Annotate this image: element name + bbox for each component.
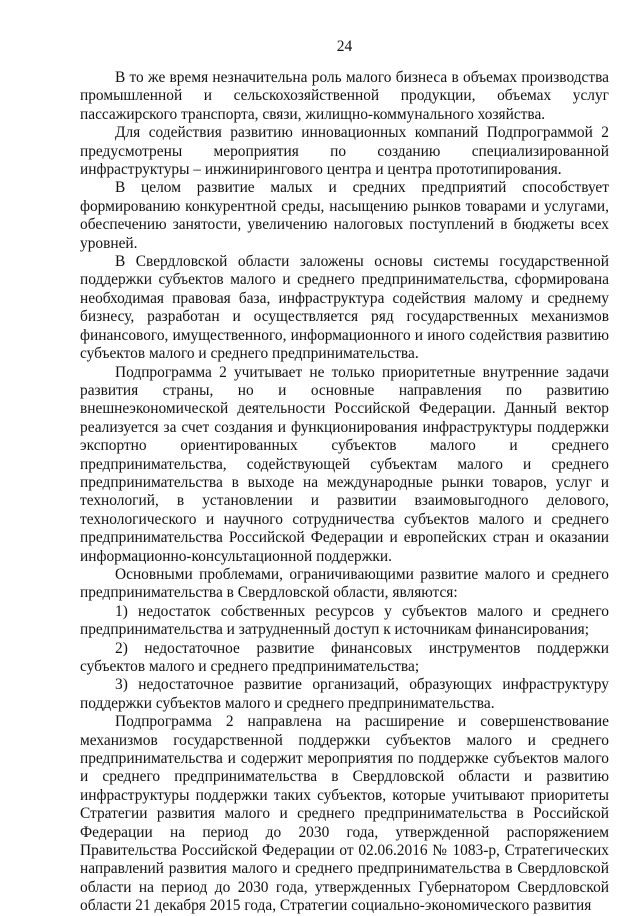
paragraph: Основными проблемами, ограничивающими развитие малого и среднего предпринимательства в Свердловской области, являются:: [80, 565, 609, 602]
paragraph: В Свердловской области заложены основы системы государственной поддержки субъектов малого и среднего предпринимательства, сформирована необходимая правовая база, инфраструктура содействия малому и среднему бизнесу, разработан и осуществляется ряд государственных механизмов финансового, имущественного, информационного и иного содействия развитию субъектов малого и среднего предпринимательства.: [80, 253, 609, 363]
list-item: 1) недостаток собственных ресурсов у субъектов малого и среднего предпринимательства и затрудненный доступ к источникам финансирования;: [80, 602, 609, 639]
paragraph: В целом развитие малых и средних предприятий способствует формированию конкурентной среды, насыщению рынков товарами и услугами, обеспечению занятости, увеличению налоговых поступлений в бюджеты всех уровней.: [80, 179, 609, 252]
page-number: 24: [336, 38, 353, 55]
paragraph: В то же время незначительна роль малого бизнеса в объемах производства промышленной и сельскохозяйственной продукции, объемах услуг пассажирского транспорта, связи, жилищно-коммунального хозяйства.: [80, 69, 609, 123]
list-item: 3) недостаточное развитие организаций, образующих инфраструктуру поддержки субъектов малого и среднего предпринимательства.: [80, 676, 609, 712]
paragraph: Подпрограмма 2 направлена на расширение и совершенствование механизмов государственной поддержки субъектов малого и среднего предпринимательства и содержит мероприятия по поддержке субъектов малого и среднего предпринимательства в Свердловской области и развитию инфраструктуры поддержки таких субъектов, которые учитывают приоритеты Стратегии развития малого и среднего предпринимательства в Российской Федерации на период до 2030 года, утвержденной распоряжением Правительства Российской Федерации от 02.06.2016 № 1083-р, Стратегических направлений развития малого и среднего предпринимательства в Свердловской области на период до 2030 года, утвержденных Губернатором Свердловской области 21 декабря 2015 года, Стратегии социально-экономического развития: [80, 713, 609, 915]
list-item: 2) недостаточное развитие финансовых инструментов поддержки субъектов малого и среднего предпринимательства;: [80, 639, 609, 675]
paragraph: Подпрограмма 2 учитывает не только приоритетные внутренние задачи развития страны, но и основные направления по развитию внешнеэкономической деятельности Российской Федерации. Данный вектор реализуется за счет создания и функционирования инфраструктуры поддержки экспортно ориентированных субъектов малого и среднего предпринимательства, содействующей субъектам малого и среднего предпринимательства в выходе на международные рынки товаров, услуг и технологий, в установлении и развитии взаимовыгодного делового, технологического и научного сотрудничества субъектов малого и среднего предпринимательства Российской Федерации и европейских стран и оказании информационно-консультационной поддержки.: [80, 363, 609, 565]
paragraph: Для содействия развитию инновационных компаний Подпрограммой 2 предусмотрены мероприятия по созданию специализированной инфраструктуры – инжинирингового центра и центра прототипирования.: [80, 124, 609, 179]
